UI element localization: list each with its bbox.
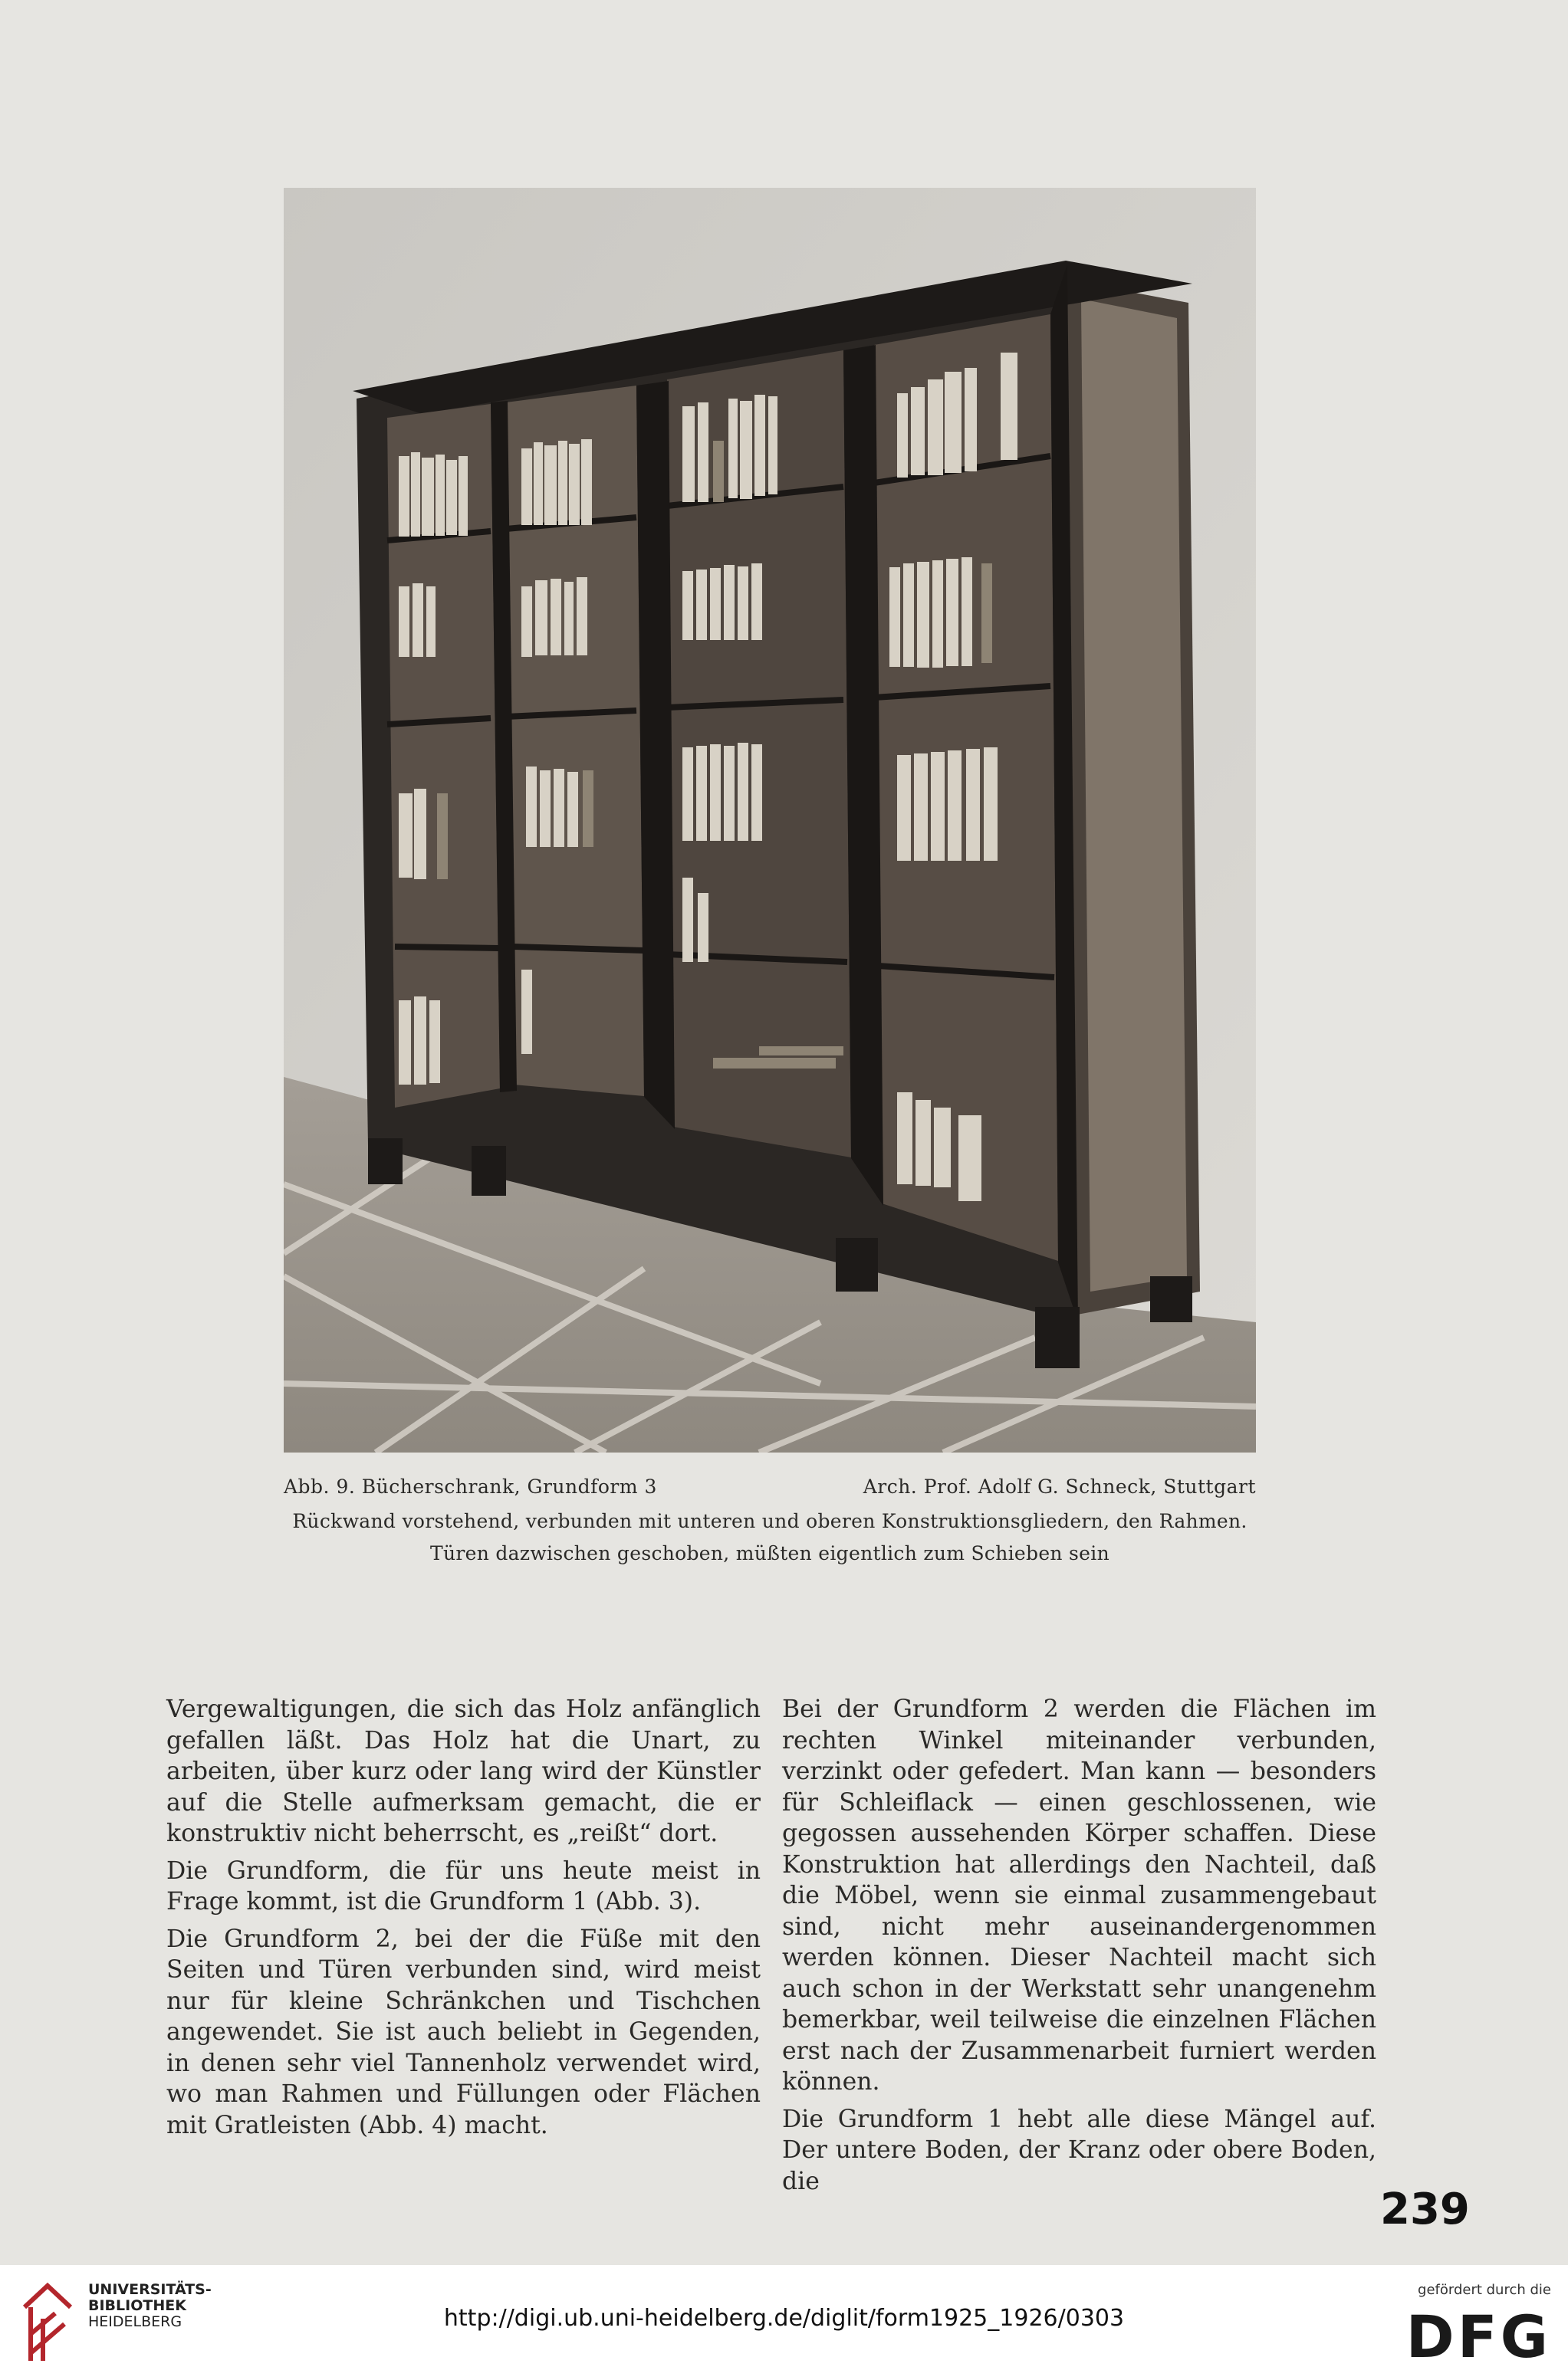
- library-name: UNIVERSITÄTS- BIBLIOTHEK HEIDELBERG: [88, 2281, 212, 2330]
- permalink-url[interactable]: http://digi.ub.uni-heidelberg.de/diglit/form1925_1926/0303: [443, 2305, 1125, 2332]
- bookcase-photograph: [284, 188, 1256, 1453]
- paragraph: Die Grundform 2, bei der die Füße mit den Seiten und Türen verbunden sind, wird meist nur für kleine Schränkchen und Tischchen angewendet. Sie ist auch beliebt in Gegenden, in denen sehr viel Tannenholz verwendet wird, wo man Rahmen und Füllungen oder Flächen mit Gratleisten (Abb. 4) macht.: [166, 1925, 761, 2139]
- paragraph: Vergewaltigungen, die sich das Holz anfänglich gefallen läßt. Das Holz hat die Unart, zu arbeiten, über kurz oder lang wird der Künstler auf die Stelle aufmerksam gemacht, die er konstruktiv nicht beherrscht, es „reißt“ dort.: [166, 1696, 761, 1847]
- funded-by-label: gefördert durch die: [1418, 2282, 1551, 2298]
- page-number: 239: [1380, 2185, 1470, 2234]
- figure-description-line-1: Rückwand vorstehend, verbunden mit unteren und oberen Konstruktionsgliedern, den Rahmen.: [292, 1510, 1247, 1532]
- figure-label: Abb. 9. Bücherschrank, Grundform 3: [284, 1476, 657, 1498]
- digitization-footer: [0, 2265, 1568, 2380]
- paragraph: Die Grundform 1 hebt alle diese Mängel auf. Der untere Boden, der Kranz oder obere Boden, die: [782, 2105, 1376, 2195]
- figure-description-line-2: Türen dazwischen geschoben, müßten eigentlich zum Schieben sein: [430, 1542, 1109, 1564]
- figure-credit: Arch. Prof. Adolf G. Schneck, Stuttgart: [863, 1476, 1256, 1498]
- paragraph: Die Grundform, die für uns heute meist in Frage kommt, ist die Grundform 1 (Abb. 3).: [166, 1856, 761, 1915]
- right-text-column: [782, 1694, 1376, 2203]
- paragraph: Bei der Grundform 2 werden die Flächen im rechten Winkel miteinander verbunden, verzinkt oder gefedert. Man kann — besonders für Schleiflack — einen geschlossenen, wie gegossen aussehenden Körper schaffen. Diese Konstruktion hat allerdings den Nachteil, daß die Möbel, wenn sie einmal zusammengebaut sind, nicht mehr auseinandergenommen werden können. Dieser Nachteil macht sich auch schon in der Werkstatt sehr unangenehm bemerkbar, weil teilweise die einzelnen Flächen erst nach der Zusammenarbeit furniert werden können.: [782, 1696, 1376, 2096]
- figure-caption: [284, 1476, 1256, 1506]
- dfg-logo: DFG: [1405, 2303, 1551, 2371]
- left-text-column: [166, 1694, 761, 2147]
